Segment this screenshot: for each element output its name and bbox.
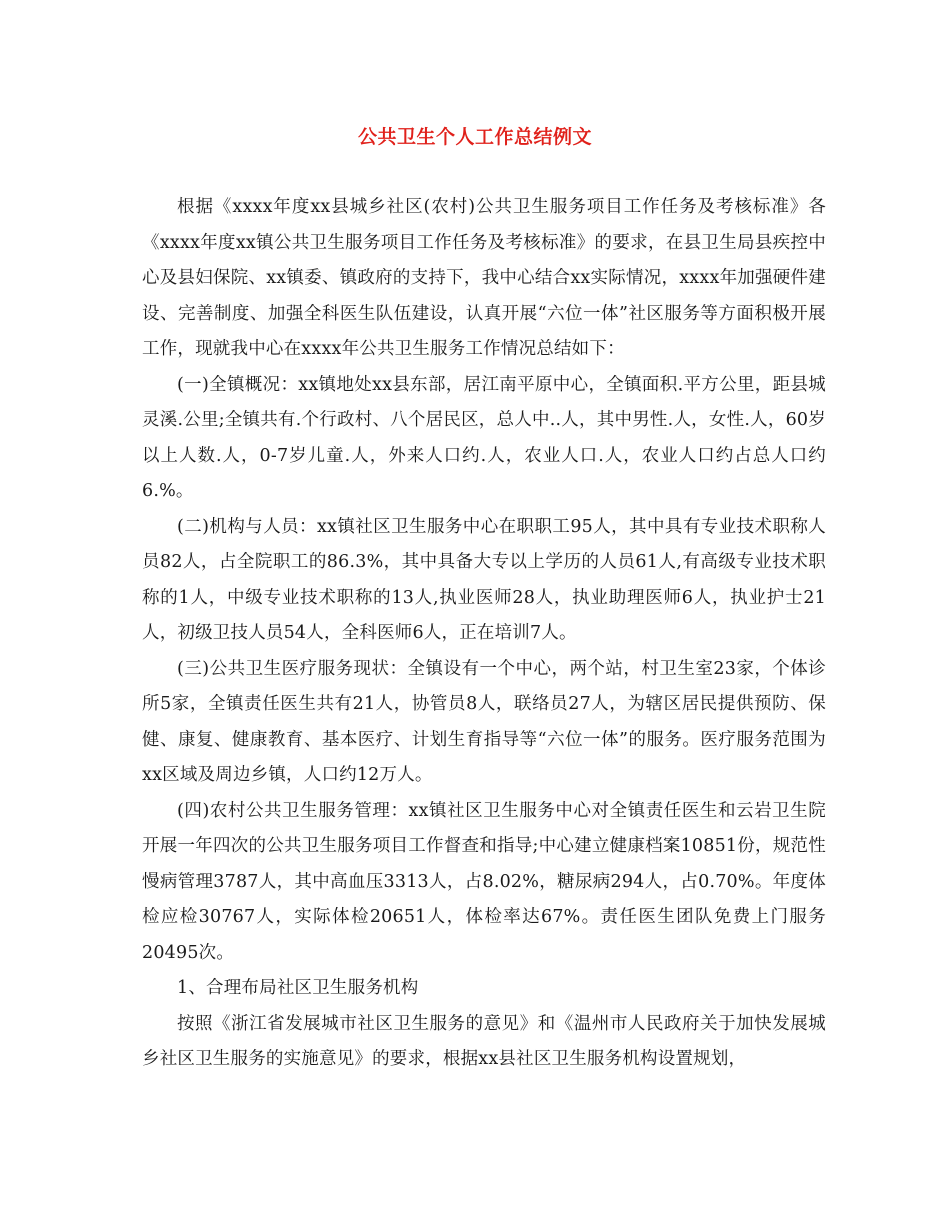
section-heading-layout: 1、合理布局社区卫生服务机构 [177, 978, 419, 998]
paragraph-layout: 按照《浙江省发展城市社区卫生服务的意见》和《温州市人民政府关于加快发展城乡社区卫生服务的实施意见》的要求，根据xx县社区卫生服务机构设置规划， [142, 1013, 826, 1069]
paragraph-service-status: (三)公共卫生医疗服务现状：全镇设有一个中心，两个站，村卫生室23家，个体诊所5家，全镇责任医生共有21人，协管员8人，联络员27人，为辖区居民提供预防、保健、康复、健康教育、基本医疗、计划生育指导等“六位一体”的服务。医疗服务范围为xx区域及周边乡镇，人口约12万人。 [142, 658, 826, 785]
paragraph-intro: 根据《xxxx年度xx县城乡社区(农村)公共卫生服务项目工作任务及考核标准》各《xxxx年度xx镇公共卫生服务项目工作任务及考核标准》的要求，在县卫生局县疾控中心及县妇保院、xx镇委、镇政府的支持下，我中心结合xx实际情况，xxxx年加强硬件建设、完善制度、加强全科医生队伍建设，认真开展“六位一体”社区服务等方面积极开展工作，现就我中心在xxxx年公共卫生服务工作情况总结如下： [142, 197, 826, 359]
paragraph-staff: (二)机构与人员：xx镇社区卫生服务中心在职职工95人，其中具有专业技术职称人员82人，占全院职工的86.3%，其中具备大专以上学历的人员61人,有高级专业技术职称的1人，中级专业技术职称的13人,执业医师28人，执业助理医师6人，执业护士21人，初级卫技人员54人，全科医师6人，正在培训7人。 [142, 516, 826, 643]
paragraph-management: (四)农村公共卫生服务管理：xx镇社区卫生服务中心对全镇责任医生和云岩卫生院开展一年四次的公共卫生服务项目工作督查和指导;中心建立健康档案10851份，规范性慢病管理3787人，其中高血压3313人，占8.02%，糖尿病294人，占0.70%。年度体检应检30767人，实际体检20651人，体检率达67%。责任医生团队免费上门服务20495次。 [142, 800, 826, 963]
document-title: 公共卫生个人工作总结例文 [357, 126, 592, 148]
paragraph-overview: (一)全镇概况：xx镇地处xx县东部，居江南平原中心，全镇面积.平方公里，距县城灵溪.公里;全镇共有.个行政村、八个居民区，总人中..人，其中男性.人，女性.人，60岁以上人数.人，0-7岁儿童.人，外来人口约.人，农业人口.人，农业人口约占总人口约6.%。 [142, 374, 826, 501]
document-body [142, 190, 826, 1078]
